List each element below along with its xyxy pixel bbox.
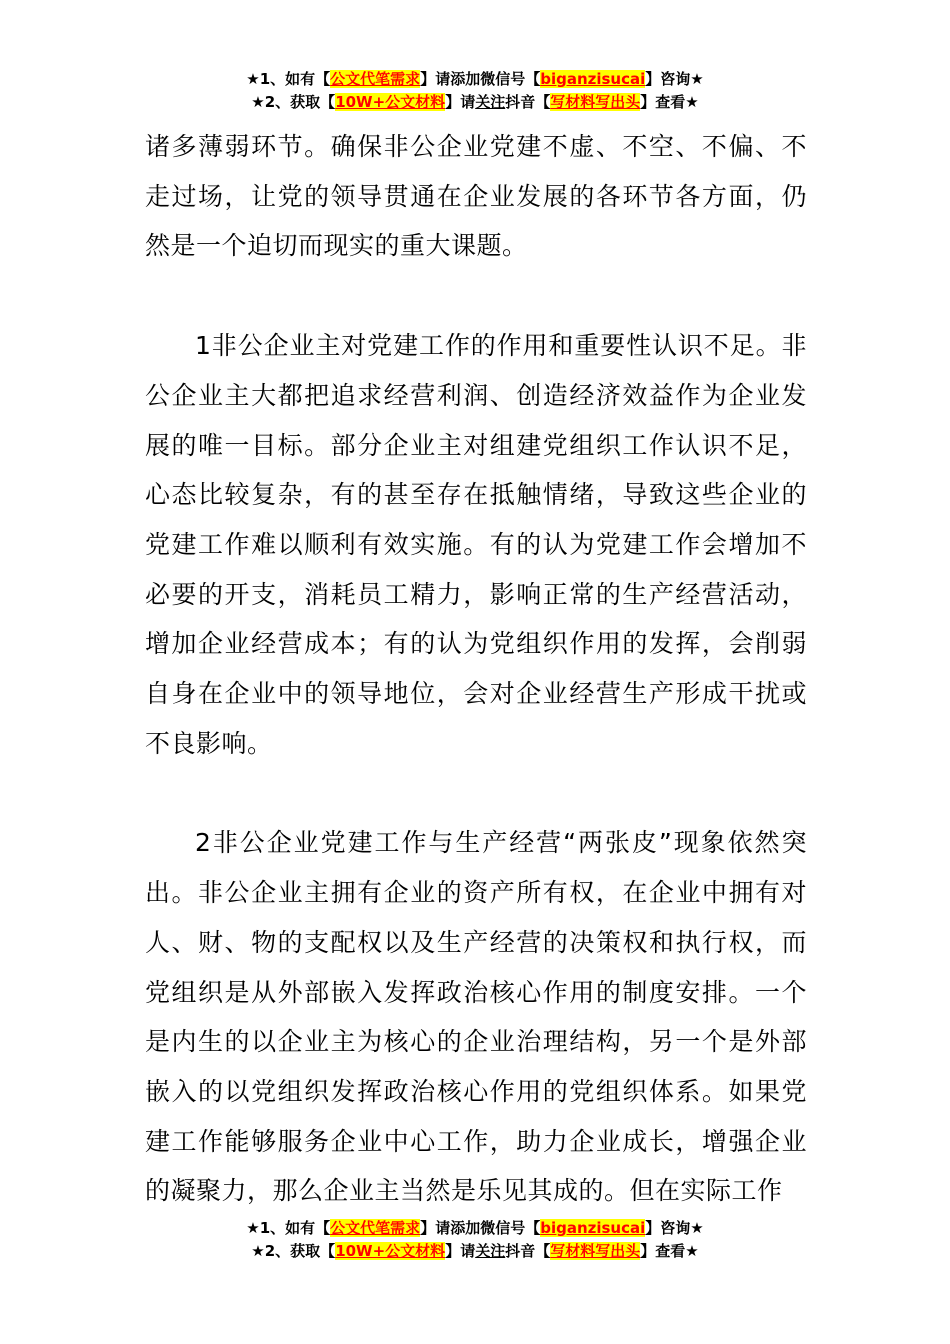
promo-highlight: 公文代笔需求	[330, 1219, 421, 1237]
promo-text: 抖音【	[505, 93, 551, 111]
paragraph-point-2: 2非公企业党建工作与生产经营“两张皮”现象依然突出。非公企业主拥有企业的资产所有权，在企业中拥有对人、财、物的支配权以及生产经营的决策权和执行权，而党组织是从外部嵌入发挥政治核心作用的制度安排。一个是内生的以企业主为核心的企业治理结构，另一个是外部嵌入的以党组织发挥政治核心作用的党组织体系。如果党建工作能够服务企业中心工作，助力企业成长，增强企业的凝聚力，那么企业主当然是乐见其成的。但在实际工作	[145, 828, 807, 1206]
promo-text: 】请添加微信号【	[420, 1219, 541, 1237]
douyin-id-highlight: 写材料写出头	[550, 1242, 641, 1260]
promo-highlight: 10W+公文材料	[335, 1242, 446, 1260]
promo-banner-top	[0, 68, 950, 114]
promo-text: ★2、获取【	[251, 1242, 336, 1260]
promo-text: 抖音【	[505, 1242, 551, 1260]
promo-underlined: 关注	[475, 93, 506, 111]
promo-highlight: 公文代笔需求	[330, 70, 421, 88]
promo-text: 】请	[445, 93, 476, 111]
promo-text: ★2、获取【	[251, 93, 336, 111]
promo-text: 】请添加微信号【	[420, 70, 541, 88]
promo-text: 】请	[445, 1242, 476, 1260]
paragraph-continued: 诸多薄弱环节。确保非公企业党建不虚、不空、不偏、不走过场，让党的领导贯通在企业发展的各环节各方面，仍然是一个迫切而现实的重大课题。	[145, 132, 807, 261]
promo-text: ★1、如有【	[246, 1219, 331, 1237]
promo-underlined: 关注	[475, 1242, 506, 1260]
promo-text: 】咨询★	[645, 70, 704, 88]
document-body	[145, 122, 807, 1216]
promo-text: ★1、如有【	[246, 70, 331, 88]
promo-line-2	[0, 1240, 950, 1263]
promo-highlight: 10W+公文材料	[335, 93, 446, 111]
promo-line-1	[0, 1217, 950, 1240]
promo-text: 】查看★	[640, 93, 699, 111]
promo-text: 】查看★	[640, 1242, 699, 1260]
wechat-id-highlight: biganzisucai	[540, 70, 646, 88]
wechat-id-highlight: biganzisucai	[540, 1219, 646, 1237]
promo-text: 】咨询★	[645, 1219, 704, 1237]
paragraph-point-1: 1非公企业主对党建工作的作用和重要性认识不足。非公企业主大都把追求经营利润、创造经济效益作为企业发展的唯一目标。部分企业主对组建党组织工作认识不足，心态比较复杂，有的甚至存在抵触情绪，导致这些企业的党建工作难以顺利有效实施。有的认为党建工作会增加不必要的开支，消耗员工精力，影响正常的生产经营活动，增加企业经营成本；有的认为党组织作用的发挥，会削弱自身在企业中的领导地位，会对企业经营生产形成干扰或不良影响。	[145, 331, 807, 758]
promo-line-1	[0, 68, 950, 91]
promo-banner-bottom	[0, 1217, 950, 1263]
douyin-id-highlight: 写材料写出头	[550, 93, 641, 111]
promo-line-2	[0, 91, 950, 114]
